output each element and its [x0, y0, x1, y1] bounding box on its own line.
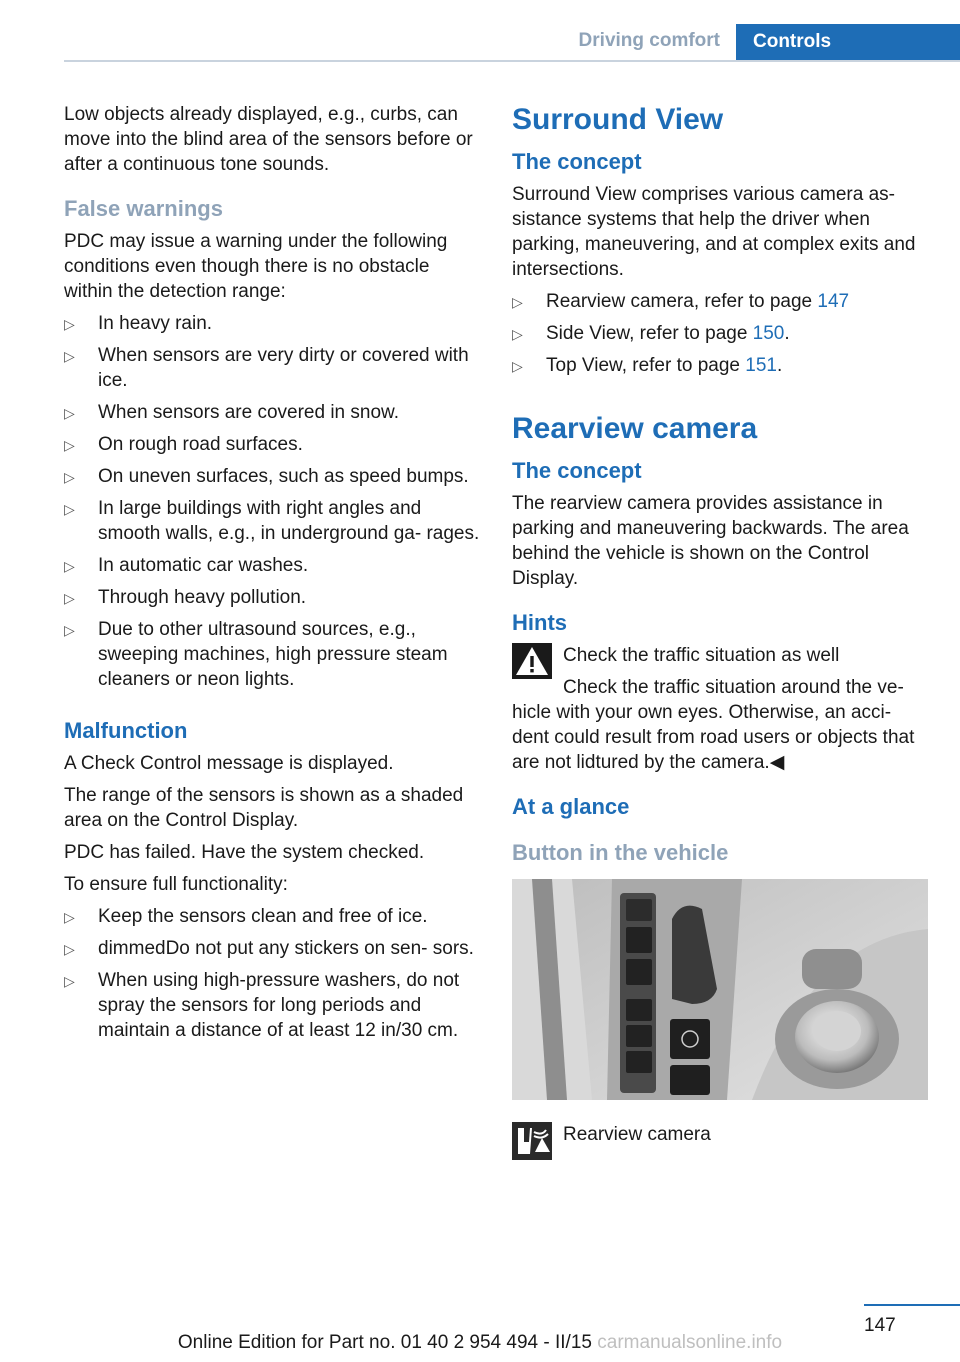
malfunction-p2: The range of the sensors is shown as a shaded area on the Control Display. — [64, 785, 464, 831]
header-tab-controls: Controls — [736, 24, 960, 62]
malfunction-p4: To ensure full functionality: — [64, 874, 288, 895]
rearview-concept-heading: The concept — [512, 458, 642, 483]
false-warnings-list — [64, 311, 480, 699]
list-item: ▷ On uneven surfaces, such as speed bumps. — [64, 464, 480, 496]
bullet-triangle-icon: ▷ — [64, 501, 75, 517]
header-section: Driving comfort — [578, 30, 720, 51]
malfunction-p3: PDC has failed. Have the system checked. — [64, 842, 425, 863]
center-console-photo — [512, 879, 928, 1100]
list-item: ▷ In heavy rain. — [64, 311, 480, 343]
list-item: ▷ Top View, refer to page 151. — [512, 353, 928, 385]
bullet-triangle-icon: ▷ — [64, 590, 75, 606]
surround-view-heading: Surround View — [512, 103, 724, 136]
console-illustration — [512, 879, 928, 1100]
malfunction-heading: Malfunction — [64, 718, 188, 743]
warning-title: Check the traffic situation as well — [563, 645, 840, 666]
list-item: ▷ Rearview camera, refer to page 147 — [512, 289, 928, 321]
false-warnings-text: PDC may issue a warning under the following conditions even though there is no obstacle within the detection range: — [64, 231, 448, 302]
left-column — [64, 102, 480, 1056]
bullet-triangle-icon: ▷ — [512, 294, 523, 310]
footer-watermark: carmanualsonline.info — [597, 1332, 783, 1353]
list-item: ▷ Due to other ultrasound sources, e.g., sweeping machines, high pressure steam cleaners or neon lights. — [64, 619, 448, 690]
false-warnings-heading: False warnings — [64, 196, 223, 221]
caption-text: Rearview camera — [563, 1124, 711, 1145]
bullet-triangle-icon: ▷ — [64, 941, 75, 957]
bullet-triangle-icon: ▷ — [64, 437, 75, 453]
bullet-triangle-icon: ▷ — [64, 622, 75, 638]
list-item: ▷ Side View, refer to page 150. — [512, 321, 928, 353]
page-link[interactable]: 151 — [745, 355, 777, 376]
bullet-triangle-icon: ▷ — [64, 469, 75, 485]
page-number: 147 — [864, 1315, 896, 1336]
bullet-triangle-icon: ▷ — [64, 348, 75, 364]
list-item: ▷ On rough road surfaces. — [64, 432, 480, 464]
page-link[interactable]: 147 — [817, 291, 850, 312]
bullet-triangle-icon: ▷ — [64, 909, 75, 925]
surround-concept-heading: The concept — [512, 149, 642, 174]
malfunction-p1: A Check Control message is displayed. — [64, 753, 394, 774]
warning-box — [512, 643, 928, 775]
warning-triangle-icon — [512, 643, 552, 679]
button-in-vehicle-heading: Button in the vehicle — [512, 840, 729, 865]
list-item: ▷ When sensors are covered in snow. — [64, 400, 480, 432]
hints-heading: Hints — [512, 610, 567, 635]
list-item: ▷ In automatic car washes. — [64, 553, 480, 585]
header-rule — [64, 60, 960, 62]
at-a-glance-heading: At a glance — [512, 794, 630, 819]
footer — [0, 1332, 960, 1354]
list-item: ▷ When sensors are very dirty or covered with ice. — [64, 345, 469, 391]
surround-list — [512, 289, 928, 385]
list-item: ▷ Through heavy pollution. — [64, 585, 480, 617]
rearview-camera-heading: Rearview camera — [512, 412, 758, 445]
malfunction-list — [64, 904, 480, 1050]
rearview-camera-icon — [512, 1122, 552, 1160]
surround-concept-text: Surround View comprises various camera as‐ sistance systems that help the driver when parking, maneuvering, and at complex exits and intersections. — [512, 184, 916, 280]
bullet-triangle-icon: ▷ — [512, 358, 523, 374]
bullet-triangle-icon: ▷ — [64, 558, 75, 574]
intro-paragraph: Low objects already displayed, e.g., curbs, can move into the blind area of the sensors before or after a continuous tone sounds. — [64, 104, 473, 175]
rearview-concept-text: The rearview camera provides assistance in parking and maneuvering backwards. The area behind the vehicle is shown on the Control Display. — [512, 493, 909, 589]
page-link[interactable]: 150 — [752, 323, 785, 344]
list-item: ▷ In large buildings with right angles and smooth walls, e.g., in underground ga‐ rages. — [64, 498, 480, 544]
footer-edition-text: Online Edition for Part no. 01 40 2 954 494 - II/15 — [177, 1332, 592, 1353]
bullet-triangle-icon: ▷ — [64, 405, 75, 421]
list-item: ▷ Keep the sensors clean and free of ice. — [64, 904, 480, 936]
bullet-triangle-icon: ▷ — [64, 316, 75, 332]
bullet-triangle-icon: ▷ — [512, 326, 523, 342]
list-item: ▷ When using high-pressure washers, do not spray the sensors for long periods and maintain a distance of at least 12 in/30 cm. — [64, 970, 460, 1041]
list-item: ▷ dimmedDo not put any stickers on sen‐ sors. — [64, 936, 480, 968]
bullet-triangle-icon: ▷ — [64, 973, 75, 989]
caption-row — [512, 1122, 928, 1162]
warning-text: Check the traffic situation around the ve‐ hicle with your own eyes. Otherwise, an acci‐ dent could result from road users or objects that are not lidtured by the camera.◀ — [512, 677, 915, 773]
page-number-rule — [864, 1304, 960, 1306]
right-column — [512, 102, 928, 1162]
